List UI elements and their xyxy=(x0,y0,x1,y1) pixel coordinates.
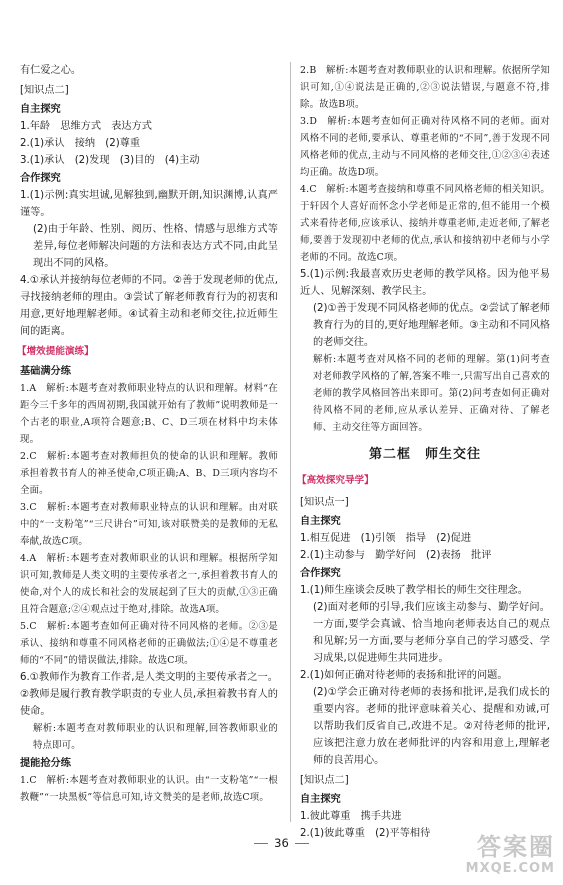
answer-item: 3.D 解析:本题考查如何正确对待风格不同的老师。面对风格不同的老师,要承认、尊重老师的“不同”,善于发现不同风格老师的优点,主动与不同风格的老师交往,①②③④表述均正确。故选D项。 xyxy=(300,116,550,178)
answer-explanation: 解析:本题考查对风格不同的老师的理解。第(1)问考查对老师教学风格的了解,答案不唯一,只需写出自己喜欢的老师的教学风格回答出来即可。第(2)问考查如何正确对待风格不同的老师,应从承认差异、正确对待、了解老师、主动交往等方面回答。 xyxy=(313,354,550,433)
answer-item: 1.(1)示例:真实坦诚,见解独到,幽默开朗,知识渊博,认真严谨等。 xyxy=(20,190,278,218)
answer-item: 4.A 解析:本题考查对教师职业的认识和理解。根据所学知识可知,教师是人类文明的主要传承者之一,承担着教书育人的使命,对个人的成长和社会的发展起到了巨大的贡献,①③正确且符合题意;②④观点过于绝对,排除。故选A项。 xyxy=(20,553,278,615)
answer-item: 2.(1)彼此尊重 (2)平等相待 xyxy=(300,828,431,839)
page-number-rule xyxy=(295,843,309,844)
left-column xyxy=(17,62,278,806)
knowledge-point-label: [知识点一] xyxy=(300,497,349,508)
answer-item: 2.(1)主动参与 勤学好问 (2)表扬 批评 xyxy=(300,550,492,561)
answer-item: 5.C 解析:本题考查如何正确对待不同风格的老师。②③是承认、接纳和尊重不同风格老师的正确做法;①④是不尊重老师的“不同”的错误做法,排除。故选C项。 xyxy=(20,621,278,666)
section-tag: 【增效提能演练】 xyxy=(17,346,94,357)
answer-item: 5.(1)示例:我最喜欢历史老师的教学风格。因为他平易近人、见解深刻、教学民主。 xyxy=(300,269,550,297)
section-tag: 【高效探究导学】 xyxy=(297,475,374,486)
section-heading: 合作探究 xyxy=(300,568,341,579)
right-column xyxy=(297,62,550,842)
knowledge-point-label: [知识点二] xyxy=(300,775,349,786)
answer-item: 3.C 解析:本题考查对教师职业特点的认识和理解。由对联中的“一支粉笔”“三尺讲台”可知,该对联赞美的是教师的无私奉献,故选C项。 xyxy=(20,502,278,547)
answer-item: 1.A 解析:本题考查对教师职业特点的认识和理解。材料“在距今三千多年的西周初期,我国就开始有了教师”说明教师是一个古老的职业,A项符合题意;B、C、D三项在材料中均未体现。 xyxy=(20,383,278,445)
answer-explanation: 解析:本题考查对教师职业的认识和理解,回答教师职业的特点即可。 xyxy=(33,723,278,751)
answer-item: 2.(1)承认 接纳 (2)尊重 xyxy=(20,138,141,149)
section-heading: 基础满分练 xyxy=(20,366,71,377)
answer-item: 1.彼此尊重 携手共进 xyxy=(300,811,402,822)
section-heading: 合作探究 xyxy=(20,173,61,184)
answer-item: 6.①教师作为教育工作者,是人类文明的主要传承者之一。②教师是履行教育教学职责的专业人员,承担着教书育人的使命。 xyxy=(20,672,278,717)
answer-item: 2.(1)如何正确对待老师的表扬和批评的问题。 xyxy=(300,670,508,681)
answer-item: 2.C 解析:本题考查对教师担负的使命的认识和理解。教师承担着教书育人的神圣使命,C项正确;A、B、D三项内容均不全面。 xyxy=(20,451,278,496)
answer-item: 4.①承认并接纳每位老师的不同。②善于发现老师的优点,寻找接纳老师的理由。③尝试了解老师教育行为的初衷和用意,更好地理解老师。④试着主动和老师交往,拉近师生间的距离。 xyxy=(20,275,278,337)
answer-item: (2)面对老师的引导,我们应该主动参与、勤学好问。一方面,要学会真诚、恰当地向老师表达自己的观点和见解;另一方面,要与老师分享自己的学习感受、学习成果,以促进师生共同进步。 xyxy=(313,602,550,664)
watermark-logo xyxy=(445,833,555,881)
page-number-text: 36 xyxy=(274,836,289,850)
answer-item: (2)①善于发现不同风格老师的优点。②尝试了解老师教育行为的目的,更好地理解老师。③主动和不同风格的老师交往。 xyxy=(313,303,550,348)
answer-item: 1.(1)师生座谈会反映了教学相长的师生交往理念。 xyxy=(300,585,528,596)
section-heading: 自主探究 xyxy=(300,516,341,527)
answer-item: 1.年龄 思维方式 表达方式 xyxy=(20,121,152,132)
answer-item: 1.相互促进 (1)引领 指导 (2)促进 xyxy=(300,533,472,544)
watermark-line-1: 答案圈 xyxy=(477,833,555,861)
section-heading: 提能抢分练 xyxy=(20,758,71,769)
knowledge-point-label: [知识点二] xyxy=(20,85,69,96)
page-number-rule xyxy=(254,843,268,844)
column-divider xyxy=(290,62,291,822)
answer-item: 4.C 解析:本题考查接纳和尊重不同风格老师的相关知识。于轩因个人喜好而怀念小学老师是正常的,但不能用一个模式来看待老师,应该承认、接纳并尊重老师,走近老师,了解老师,要善于发现初中老师的优点,承认和接纳初中老师与小学老师的不同。故选C项。 xyxy=(300,184,550,263)
section-heading: 自主探究 xyxy=(300,794,341,805)
answer-item: 3.(1)承认 (2)发现 (3)目的 (4)主动 xyxy=(20,155,200,166)
answer-item: (2)由于年龄、性别、阅历、性格、情感与思维方式等差异,每位老师解决问题的方法和表达方式不同,由此呈现出不同的风格。 xyxy=(33,224,278,269)
answer-item: 1.C 解析:本题考查对教师职业的认识。由“一支粉笔”“一根教鞭”“一块黑板”等信息可知,诗文赞美的是老师,故选C项。 xyxy=(20,775,278,803)
section-heading: 自主探究 xyxy=(20,104,61,115)
paragraph: 有仁爱之心。 xyxy=(20,65,82,76)
answer-item: 2.B 解析:本题考查对教师职业的认识和理解。依据所学知识可知,①④说法是正确的,②③说法错误,与题意不符,排除。故选B项。 xyxy=(300,65,550,110)
lesson-title: 第二框 师生交往 xyxy=(368,447,481,462)
answer-item: (2)①学会正确对待老师的表扬和批评,是我们成长的重要内容。老师的批评意味着关心、提醒和劝诫,可以帮助我们反省自己,改进不足。②对待老师的批评,应该把注意力放在老师批评的内容和用意上,理解老师的良苦用心。 xyxy=(313,687,550,766)
watermark-line-2: MXQE.COM xyxy=(465,861,555,876)
